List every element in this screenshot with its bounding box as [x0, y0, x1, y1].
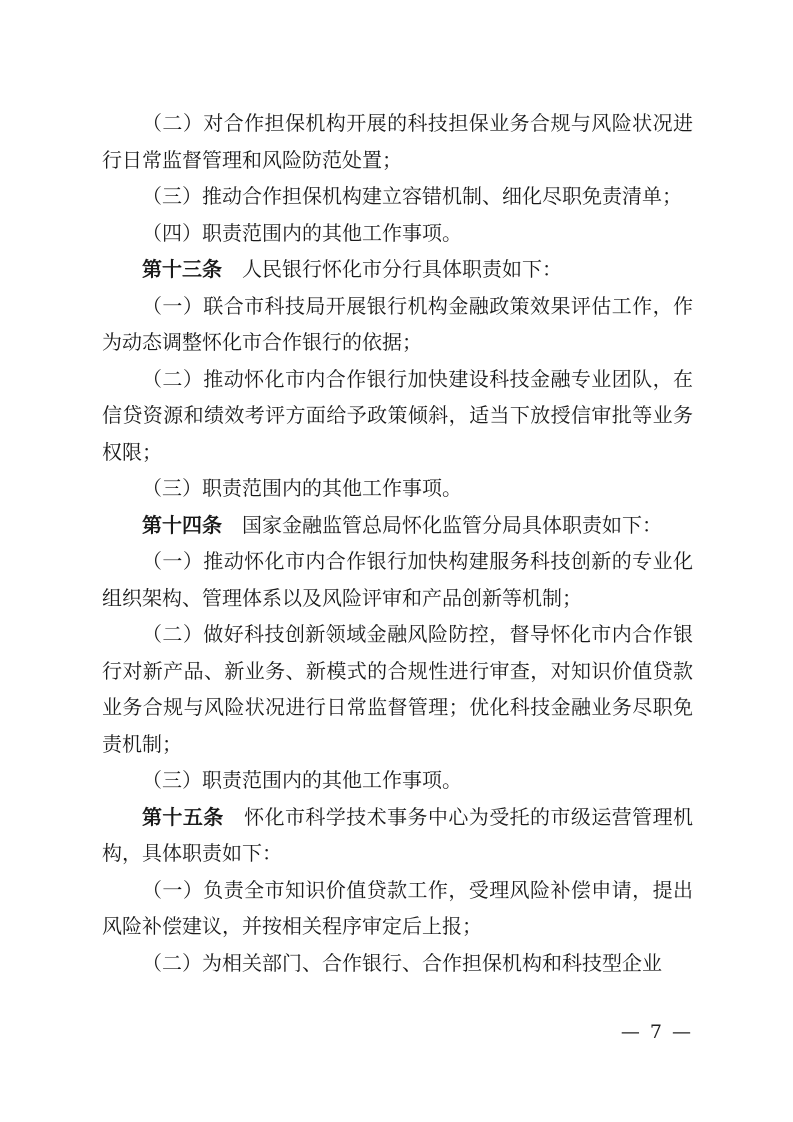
- paragraph-text: （三）推动合作担保机构建立容错机制、细化尽职免责清单；: [142, 186, 682, 208]
- document-body: [102, 106, 693, 982]
- paragraph-text: 怀化市科学技术事务中心为受托的市级运营管理机构，具体职责如下：: [102, 806, 694, 865]
- paragraph-text: 国家金融监管总局怀化监管分局具体职责如下：: [222, 514, 662, 537]
- paragraph-text: （二）对合作担保机构开展的科技担保业务合规与风险状况进行日常监督管理和风险防范处置；: [102, 113, 693, 172]
- paragraph: [102, 471, 693, 508]
- paragraph: [102, 544, 693, 617]
- paragraph-text: （四）职责范围内的其他工作事项。: [142, 222, 462, 245]
- paragraph-text: （一）联合市科技局开展银行机构金融政策效果评估工作，作为动态调整怀化市合作银行的依据；: [102, 295, 693, 354]
- paragraph-text: （二）为相关部门、合作银行、合作担保机构和科技型企业: [142, 952, 662, 975]
- paragraph: [102, 362, 693, 472]
- paragraph: [102, 763, 693, 800]
- paragraph-text: （二）推动怀化市内合作银行加快建设科技金融专业团队，在信贷资源和绩效考评方面给予政策倾斜，适当下放授信审批等业务权限；: [102, 368, 693, 464]
- paragraph: [102, 179, 693, 216]
- article-heading-paragraph: [102, 508, 693, 545]
- paragraph-text: （一）推动怀化市内合作银行加快构建服务科技创新的专业化组织架构、管理体系以及风险评审和产品创新等机制；: [102, 551, 693, 610]
- page-number: — 7 —: [620, 1021, 693, 1043]
- article-number-label: 第十五条: [142, 806, 224, 829]
- paragraph-text: （三）职责范围内的其他工作事项。: [142, 770, 462, 792]
- article-number-label: 第十四条: [142, 514, 222, 537]
- paragraph-text: （二）做好科技创新领域金融风险防控，督导怀化市内合作银行对新产品、新业务、新模式的合规性进行审查，对知识价值贷款业务合规与风险状况进行日常监督管理；优化科技金融业务尽职免责机制；: [102, 624, 693, 756]
- paragraph: [102, 289, 693, 362]
- article-number-label: 第十三条: [142, 259, 222, 281]
- paragraph: [102, 106, 693, 179]
- paragraph: [102, 617, 693, 763]
- paragraph-text: （三）职责范围内的其他工作事项。: [142, 478, 462, 500]
- article-heading-paragraph: [102, 800, 693, 873]
- paragraph-text: 人民银行怀化市分行具体职责如下：: [222, 259, 562, 281]
- paragraph: [102, 873, 693, 946]
- paragraph-text: （一）负责全市知识价值贷款工作，受理风险补偿申请，提出风险补偿建议，并按相关程序审定后上报；: [102, 879, 693, 938]
- paragraph: [102, 946, 693, 983]
- article-heading-paragraph: [102, 252, 693, 289]
- paragraph: [102, 216, 693, 253]
